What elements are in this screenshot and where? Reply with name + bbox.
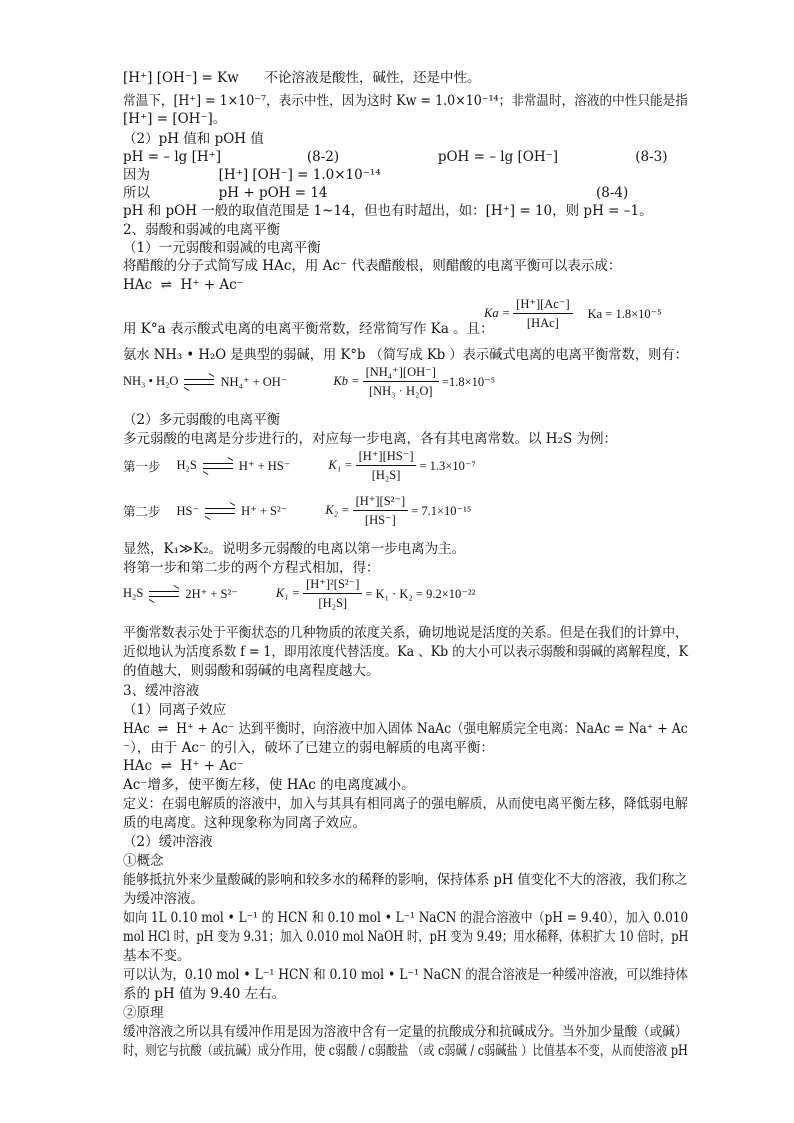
text-line: pH = – lg [H⁺] (8-2) pOH = – lg [OH⁻] (8-3) [123, 149, 668, 165]
ka-lhs: Ka = [484, 306, 511, 320]
subsection-heading: ②原理 [123, 1005, 164, 1021]
kb-denominator: [NH₃ · H₂O] [368, 384, 433, 398]
reaction-line: HAc ⇌ H⁺ + Ac⁻ [123, 277, 244, 293]
kb-equation [123, 364, 495, 399]
kb-numerator: [NH₄⁺][OH⁻] [363, 364, 439, 382]
text-line: 基本不变。 [123, 948, 191, 964]
subsection-heading: ①概念 [123, 853, 164, 869]
text-line: 多元弱酸的电离是分步进行的，对应每一步电离，各有其电离常数。以 H₂S 为例： [123, 431, 618, 447]
text-line: 近似地认为活度系数 f = 1，即用浓度代替活度。Ka 、Kb 的大小可以表示弱酸和弱碱的离解程度，K [123, 644, 689, 660]
text-line: 为缓冲溶液。 [123, 891, 204, 907]
step1-denominator: [H₂S] [371, 468, 401, 482]
ka-denominator: [HAc] [526, 316, 559, 330]
section-heading: 2、弱酸和弱减的电离平衡 [123, 222, 281, 238]
text-line: （2）pH 值和 pOH 值 [123, 131, 264, 147]
ka-value: Ka = 1.8×10⁻⁵ [587, 306, 662, 321]
text-line: 的值越大，则弱酸和弱碱的电离程度越大。 [123, 663, 380, 679]
step1-reactant: H₂S [176, 458, 197, 472]
kb-reactant: NH₃ • H₂O [123, 374, 179, 388]
text-line: 定义：在弱电解质的溶液中，加入与其具有相同离子的强电解质，从而使电离平衡左移，降低弱电解 [123, 796, 688, 812]
ka-numerator: [H⁺][Ac⁻] [513, 296, 572, 314]
ka-fraction [513, 296, 572, 331]
sum-equation [123, 576, 475, 611]
ka-equation [484, 296, 662, 331]
subsection-heading: （1）同离子效应 [123, 702, 227, 718]
text-line: 常温下，[H⁺] = 1×10⁻⁷，表示中性，因为这时 Kw = 1.0×10⁻¹⁴；非常温时，溶液的中性只能是指 [123, 93, 688, 109]
text-line: mol HCl 时，pH 变为 9.31；加入 0.010 mol NaOH 时，pH 变为 9.49；用水稀释，体积扩大 10 倍时，pH [123, 929, 689, 945]
kb-lhs: Kb = [333, 374, 360, 388]
text-line: 因为 [H⁺] [OH⁻] = 1.0×10⁻¹⁴ [123, 167, 381, 183]
equilibrium-arrow-icon [205, 506, 235, 516]
step1-value: = 1.3×10⁻⁷ [419, 458, 476, 473]
step1-label: 第一步 [123, 459, 161, 474]
text-line: ⁻），由于 Ac⁻ 的引入，破坏了已建立的弱电解质的电离平衡： [123, 740, 494, 756]
sum-lhs: K₁ = [275, 586, 301, 600]
text-line: 可以认为，0.10 mol • L⁻¹ HCN 和 0.10 mol • L⁻¹ NaCN 的混合溶液是一种缓冲溶液，可以维持体 [123, 967, 688, 983]
sum-value: = K₁ · K₂ = 9.2×10⁻²² [365, 586, 476, 601]
text-line: 将醋酸的分子式简写成 HAc，用 Ac⁻ 代表醋酸根，则醋酸的电离平衡可以表示成： [123, 258, 622, 274]
text-line: 将第一步和第二步的两个方程式相加，得： [123, 560, 380, 576]
sum-reactant: H₂S [123, 586, 144, 600]
text-line: 如向 1L 0.10 mol • L⁻¹ 的 HCN 和 0.10 mol • L⁻¹ NaCN 的混合溶液中（pH = 9.40），加入 0.010 [123, 910, 689, 926]
step1-numerator: [H⁺][HS⁻] [356, 448, 417, 466]
sum-denominator: [H₂S] [318, 596, 348, 610]
sum-fraction [303, 576, 362, 611]
text-line: 显然，K₁≫K₂。说明多元弱酸的电离以第一步电离为主。 [123, 541, 466, 557]
equation-number: (8-4) [596, 185, 629, 201]
subsection-heading: （1）一元弱酸和弱减的电离平衡 [123, 240, 321, 256]
kb-fraction [363, 364, 439, 399]
section-heading: 3、缓冲溶液 [123, 683, 200, 699]
step1-lhs: K₁ = [328, 458, 353, 472]
subsection-heading: （2）缓冲溶液 [123, 834, 213, 850]
kb-value: =1.8×10⁻⁵ [441, 374, 496, 389]
sum-numerator: [H⁺]²[S²⁻] [303, 576, 362, 594]
text-line: 平衡常数表示处于平衡状态的几种物质的浓度关系，确切地说是活度的关系。但是在我们的计算中， [123, 625, 688, 641]
step2-numerator: [H⁺][S²⁻] [353, 493, 409, 511]
text-line: 能够抵抗外来少量酸碱的影响和较多水的稀释的影响，保持体系 pH 值变化不大的溶液，我们称之 [123, 872, 688, 888]
kb-products: NH₄⁺ + OH⁻ [220, 374, 288, 389]
text-line: 所以 pH + pOH = 14 [123, 185, 328, 201]
step1-fraction [356, 448, 417, 483]
step1-equation [123, 448, 476, 483]
sum-products: 2H⁺ + S²⁻ [185, 586, 238, 601]
text-line: 时，则它与抗酸（或抗碱）成分作用，使 c弱酸 / c弱酸盐 （或 c弱碱 / c弱碱盐 ）比值基本不变，从而使溶液 pH [123, 1043, 688, 1059]
equilibrium-arrow-icon [184, 377, 214, 387]
equilibrium-arrow-icon [149, 589, 179, 599]
text-line: 氨水 NH₃ • H₂O 是典型的弱碱，用 K°b （简写成 Kb ）表示碱式电离的电离平衡常数，则有： [123, 347, 688, 363]
text-line: 质的电离度。这种现象称为同离子效应。 [123, 815, 366, 831]
step2-label: 第二步 [123, 504, 161, 519]
text-line: 缓冲溶液之所以具有缓冲作用是因为溶液中含有一定量的抗酸成分和抗碱成分。当外加少量酸（或碱） [123, 1024, 688, 1040]
text-line: HAc ⇌ H⁺ + Ac⁻ 达到平衡时，向溶液中加入固体 NaAc（强电解质完全电离：NaAc = Na⁺ + Ac [123, 721, 688, 737]
step2-lhs: K₂ = [325, 503, 350, 517]
text-line: Ac⁻增多，使平衡左移，使 HAc 的电离度减小。 [123, 777, 415, 793]
step2-fraction [353, 493, 409, 528]
text-line: [H⁺] [OH⁻] = Kw 不论溶液是酸性，碱性，还是中性。 [123, 70, 481, 86]
step2-denominator: [HS⁻] [364, 513, 396, 527]
text-line: 系的 pH 值为 9.40 左右。 [123, 986, 286, 1002]
step2-products: H⁺ + S²⁻ [241, 503, 288, 518]
step2-reactant: HS⁻ [176, 503, 200, 518]
step1-products: H⁺ + HS⁻ [238, 458, 291, 473]
step2-value: = 7.1×10⁻¹⁵ [411, 503, 472, 518]
step2-equation [123, 493, 471, 528]
text-line: [H⁺] = [OH⁻]。 [123, 111, 227, 127]
equilibrium-arrow-icon [203, 461, 233, 471]
reaction-line: HAc ⇌ H⁺ + Ac⁻ [123, 758, 244, 774]
text-line: 用 K°a 表示酸式电离的电离平衡常数，经常简写作 Ka 。且： [123, 321, 494, 337]
subsection-heading: （2）多元弱酸的电离平衡 [123, 412, 281, 428]
text-line: pH 和 pOH 一般的取值范围是 1~14，但也有时超出，如：[H⁺] = 10，则 pH = –1。 [123, 203, 653, 219]
